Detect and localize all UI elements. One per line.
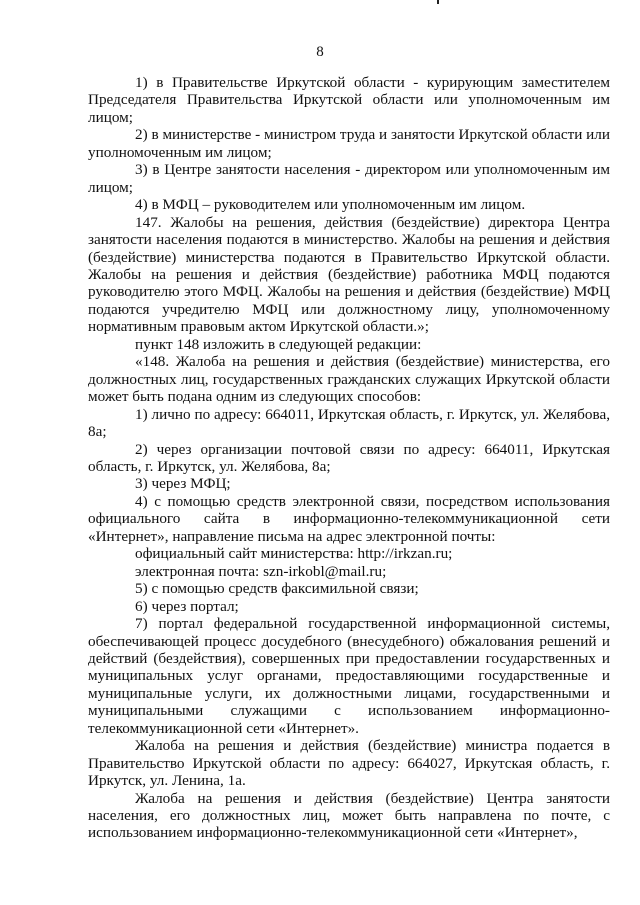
- paragraph-method-2: 2) через организации почтовой связи по адресу: 664011, Иркутская область, г. Иркутск, ул. Желябова, 8а;: [88, 440, 610, 475]
- paragraph-148-intro: «148. Жалоба на решения и действия (бездействие) министерства, его должностных лиц, государственных гражданских служащих Иркутской области может быть подана одним из следующих способов:: [88, 353, 610, 406]
- paragraph-4: 4) в МФЦ – руководителем или уполномоченным им лицом.: [135, 196, 526, 214]
- paragraph-147: 147. Жалобы на решения, действия (бездействие) директора Центра занятости населения подаются в министерство. Жалобы на решения и действия (бездействие) министерства подаются в Правительство Иркутской области. Жалобы на решения и действия (бездействие) работника МФЦ подаются руководителю этого МФЦ. Жалобы на решения и действия (бездействие) МФЦ подаются учредителю МФЦ или должностному лицу, уполномоченному нормативным правовым актом Иркутской области.»;: [88, 213, 610, 336]
- document-body: [88, 74, 610, 842]
- paragraph-website: официальный сайт министерства: http://irkzan.ru;: [135, 545, 453, 563]
- paragraph-method-3: 3) через МФЦ;: [135, 475, 231, 493]
- paragraph-method-5: 5) с помощью средств факсимильной связи;: [135, 580, 419, 598]
- paragraph-1: 1) в Правительстве Иркутской области - курирующим заместителем Председателя Правительства Иркутской области или уполномоченным им лицом;: [88, 74, 610, 126]
- paragraph-minister-complaint: Жалоба на решения и действия (бездействие) министра подается в Правительство Иркутской области по адресу: 664027, Иркутская область, г. Иркутск, ул. Ленина, 1а.: [88, 737, 610, 790]
- paragraph-method-6: 6) через портал;: [135, 597, 239, 615]
- paragraph-3: 3) в Центре занятости населения - директором или уполномоченным им лицом;: [88, 161, 610, 196]
- paragraph-method-1: 1) лично по адресу: 664011, Иркутская область, г. Иркутск, ул. Желябова, 8а;: [88, 405, 610, 441]
- paragraph-2: 2) в министерстве - министром труда и занятости Иркутской области или уполномоченным им лицом;: [88, 126, 610, 161]
- scan-mark: [437, 0, 439, 4]
- page-number: 8: [316, 44, 324, 60]
- paragraph-center-complaint: Жалоба на решения и действия (бездействие) Центра занятости населения, его должностных лиц, может быть направлена по почте, с использованием информационно-телекоммуникационной сети «Интернет»,: [88, 789, 610, 842]
- paragraph-method-7: 7) портал федеральной государственной информационной системы, обеспечивающей процесс досудебного (внесудебного) обжалования решений и действий (бездействия), совершенных при предоставлении государственных и муниципальных услуг органами, предоставляющими государственные и муниципальные услуги, их должностными лицами, государственными и муниципальными служащими с использованием информационно-телекоммуникационной сети «Интернет».: [88, 615, 610, 737]
- paragraph-amend-148: пункт 148 изложить в следующей редакции:: [135, 335, 422, 353]
- paragraph-method-4: 4) с помощью средств электронной связи, посредством использования официального сайта в информационно-телекоммуникационной сети «Интернет», направление письма на адрес электронной почты:: [88, 492, 610, 545]
- paragraph-email: электронная почта: szn-irkobl@mail.ru;: [135, 562, 387, 580]
